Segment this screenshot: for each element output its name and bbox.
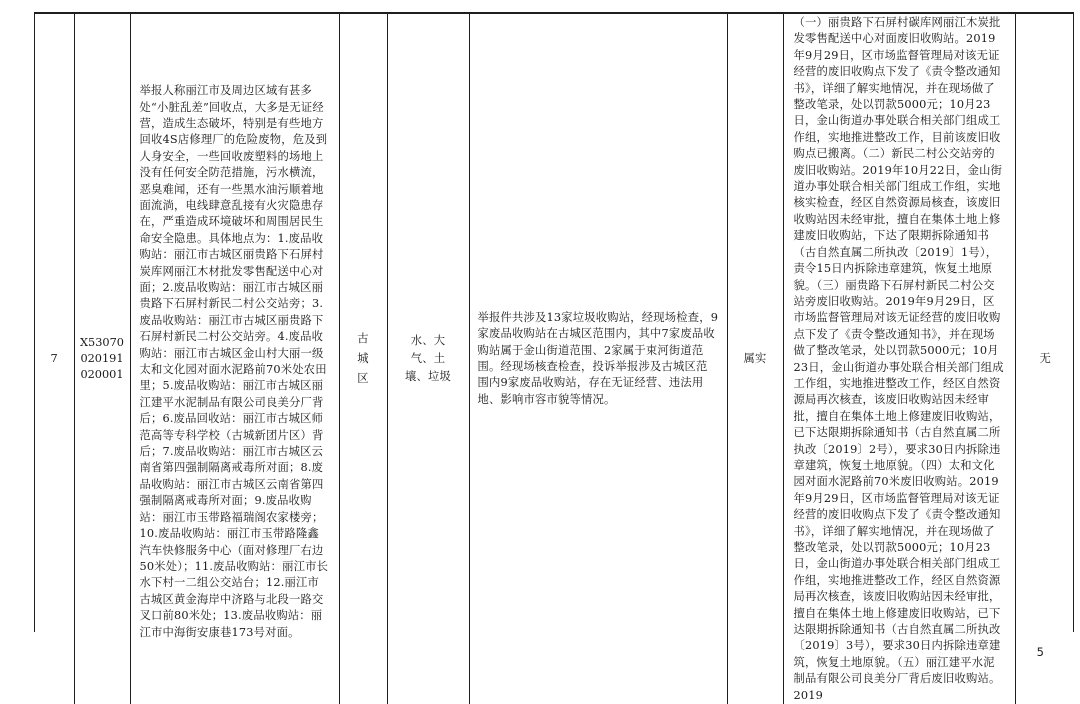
case-table <box>35 14 1075 704</box>
seq-cell <box>35 14 74 704</box>
verdict: 属实 <box>743 351 767 365</box>
handling-cell <box>783 14 1015 704</box>
handling-text: （一）丽贵路下石屏村碳库网丽江木炭批发零售配送中心对面废旧收购站。2019年9月29日，区市场监督管理局对该无证经营的废旧收购点下发了《责令整改通知书》，详细了解实地情况，并在现场做了整改笔录，处以罚款5000元；10月23日，金山街道办事处联合相关部门组成工作组，实地推进整改工作，目前该废旧收购点已搬离。（二）新民二村公交站旁的废旧收购站。2019年10月22日，金山街道办事处联合相关部门组成工作组，实地核实检查，经区自然资源局核查，该废旧收购站因未经审批，擅自在集体土地上修建废旧收购站，下达了限期拆除通知书（古自然直属二所执改〔2019〕1号），责令15日内拆除违章建筑，恢复土地原貌。（三）丽贵路下石屏村新民二村公交站旁废旧收购站。2019年9月29日，区市场监督管理局对该无证经营的废旧收购点下发了《责令整改通知书》，并在现场做了整改笔录，处以罚款5000元；10月23日，金山街道办事处联合相关部门组成工作组，实地推进整改工作，经区自然资源局再次核查，该废旧收购站因未经审批，擅自在集体土地上修建废旧收购站，已下达限期拆除通知书（古自然直属二所执改〔2019〕2号），要求30日内拆除违章建筑，恢复土地原貌。（四）太和文化园对面水泥路前70米废旧收购站。2019年9月29日，区市场监督管理局对该无证经营的废旧收购点下发了《责令整改通知书》，详细了解实地情况，并在现场做了整改笔录，处以罚款5000元；10月23日，金山街道办事处联合相关部门组成工作组，实地推进整改工作，经区自然资源局再次核查，该废旧收购站因未经审批，擅自在集体土地上修建废旧收购站，已下达限期拆除通知书（古自然直属二所执改〔2019〕3号），要求30日内拆除违章建筑，恢复土地原貌。（五）丽江建平水泥制品有限公司良美分厂背后废旧收购站。2019 <box>793 16 1004 702</box>
remark-cell <box>1015 14 1075 704</box>
complaint-cell <box>130 14 339 704</box>
complaint-text: 举报人称丽江市及周边区域有甚多处“小脏乱差”回收点，大多是无证经营，造成生态破坏，特别是有些地方回收4S店修理厂的危险废物，危及到人身安全，一些回收废塑料的场地上没有任何安全防范措施，污水横流，恶臭难闻，还有一些黑水油污顺着地面流淌，电线肆意乱接有火灾隐患存在，严重造成环境破坏和周围居民生命安全隐患。具体地点为：1.废品收购站：丽江市古城区丽贵路下石屏村炭库网丽江木材批发零售配送中心对面；2.废品收购站：丽江市古城区丽贵路下石屏村新民二村公交站旁；3.废品收购站：丽江市古城区丽贵路下石屏村新民二村公交站旁。4.废品收购站：丽江市古城区金山村大丽一级太和文化园对面水泥路前70米处农田里；5.废品收购站：丽江市古城区丽江建平水泥制品有限公司良美分厂背后；6.废品回收站：丽江市古城区师范高等专科学校（古城新团片区）背后；7.废品收购站：丽江市古城区云南省第四强制隔离戒毒所对面；8.废品收购站：丽江市古城区云南省第四强制隔离戒毒所对面；9.废品收购站：丽江市玉带路福瑞阁农家楼旁；10.废品收购站：丽江市玉带路隆鑫汽车快修服务中心（面对修理厂右边50米处）；11.废品收购站：丽江市长水下村一二组公交站台；12.丽江市古城区黄金海岸中济路与北段一路交叉口前80米处；13.废品收购站：丽江市中海街安康巷173号对面。 <box>139 84 329 639</box>
env-type: 水、大气、土壤、垃圾 <box>405 334 451 384</box>
findings-text: 举报件共涉及13家垃圾收购站，经现场检查，9家废品收购站在古城区范围内，其中7家废品收购站属于金山街道范围、2家属于束河街道范围。经现场核查检查，投诉举报涉及古城区范围内9家废品收购站，存在无证经营、违法用地、影响市容市貌等情况。 <box>477 310 719 406</box>
verdict-cell <box>727 14 783 704</box>
report-table <box>34 12 1074 702</box>
findings-cell <box>469 14 727 704</box>
seq-number: 7 <box>50 351 58 365</box>
remark: 无 <box>1039 351 1051 365</box>
page-number: 5 <box>1036 645 1044 659</box>
table-row <box>35 14 1075 704</box>
case-code: X53070020191020001 <box>80 335 124 381</box>
env-type-cell <box>387 14 469 704</box>
case-code-cell <box>74 14 130 704</box>
district: 古城区 <box>357 332 369 386</box>
district-cell <box>339 14 387 704</box>
